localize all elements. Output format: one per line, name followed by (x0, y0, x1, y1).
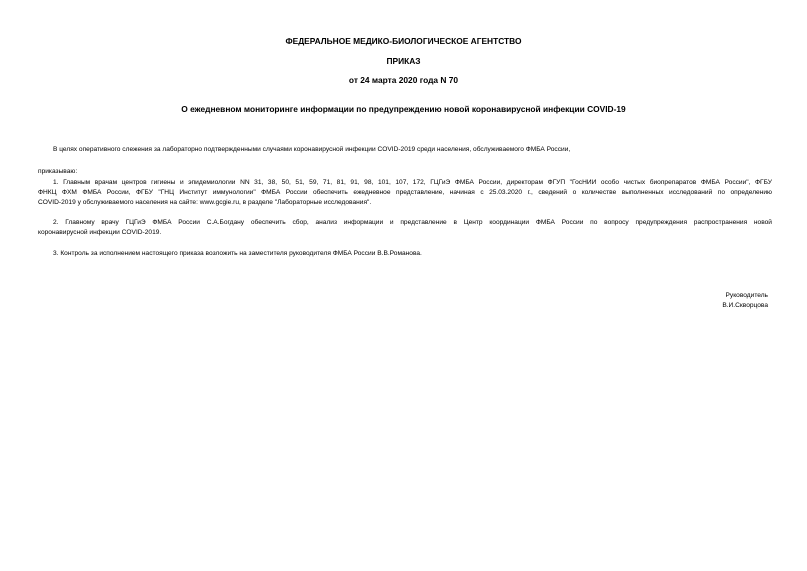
item-2-line: 2. Главному врачу ГЦГиЭ ФМБА России С.А.Богдану обеспечить сбор, анализ информации и представление в Центр координации ФМБА России по вопросу предупреждения распространения новой (53, 219, 772, 226)
item-1 (38, 178, 772, 208)
preamble-block (38, 145, 772, 155)
doc-title: О ежедневном мониторинге информации по предупреждению новой коронавирусной инфекции COVID-19 (181, 104, 626, 114)
doc-type: ПРИКАЗ (386, 56, 421, 66)
order-word: приказываю: (38, 168, 78, 175)
signature-block (722, 291, 768, 311)
preamble-text: В целях оперативного слежения за лабораторно подтвержденными случаями коронавирусной инфекции COVID-2019 среди населения, обслуживаемого ФМБА России, (53, 146, 571, 153)
item-1-line: 1. Главным врачам центров гигиены и эпидемиологии NN 31, 38, 50, 51, 59, 71, 81, 91, 98, 101, 107, 172, ГЦГиЭ ФМБА России, директорам ФГУП "ГосНИИ особо чистых биопрепаратов ФМБА России", ФГБУ (53, 179, 772, 186)
item-2 (38, 218, 772, 238)
agency-name: ФЕДЕРАЛЬНОЕ МЕДИКО-БИОЛОГИЧЕСКОЕ АГЕНТСТВО (285, 36, 522, 46)
order-word-block (38, 167, 772, 177)
signature-position: Руководитель (725, 292, 768, 299)
item-1-line: ФНКЦ ФХМ ФМБА России, ФГБУ "ГНЦ Институт иммунологии" ФМБА России обеспечить ежедневное представление, начиная с 25.03.2020 г., сведений о количестве выполненных исследований по определению (38, 189, 772, 196)
doc-date-number: от 24 марта 2020 года N 70 (348, 75, 459, 85)
item-1-line: COVID-2019 у обслуживаемого населения на сайте: www.gcgie.ru, в разделе "Лабораторные исследования". (38, 199, 372, 206)
item-2-line: коронавирусной инфекции COVID-2019. (38, 229, 162, 236)
signature-name: В.И.Скворцова (722, 302, 768, 309)
item-3-text: 3. Контроль за исполнением настоящего приказа возложить на заместителя руководителя ФМБА России В.В.Романова. (53, 250, 422, 257)
item-3 (38, 249, 772, 259)
